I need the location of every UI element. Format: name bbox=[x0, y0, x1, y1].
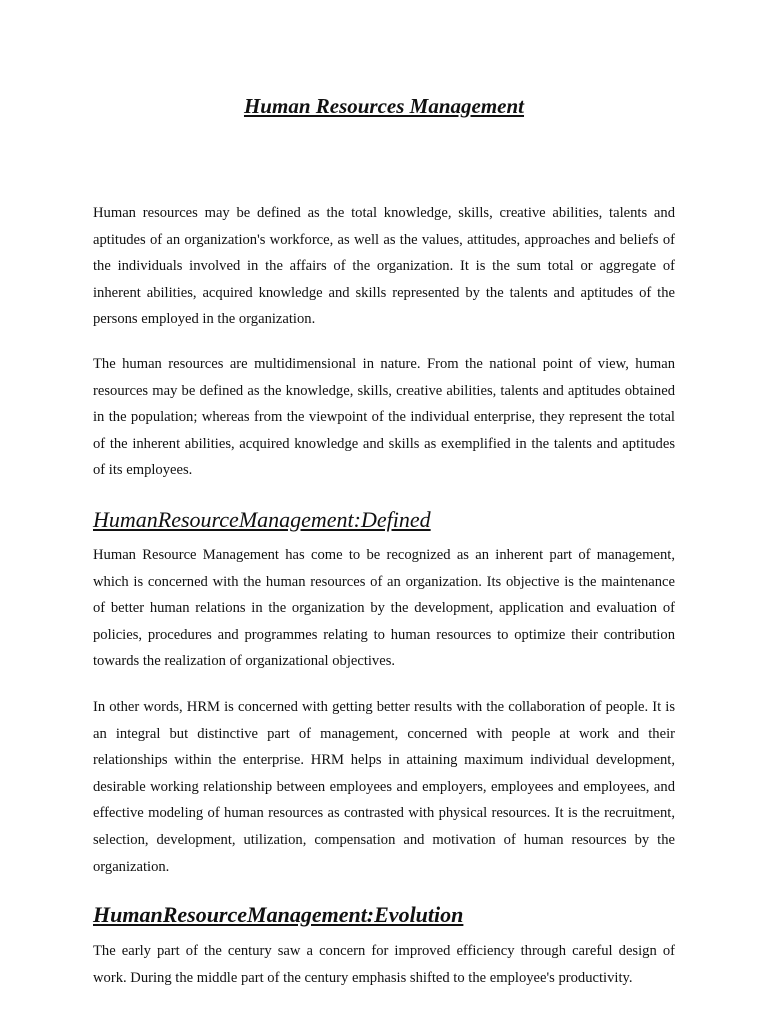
paragraph-hrm-defined: Human Resource Management has come to be recognized as an inherent part of management, which is concerned with the human resources of an organization. Its objective is the maintenance of better human relations in the organization by the development, application and evaluation of policies, procedures and programmes relating to human resources to optimize their contribution towards the realization of organizational objectives. bbox=[93, 547, 675, 670]
paragraph-human-resources-definition: Human resources may be defined as the total knowledge, skills, creative abilities, talents and aptitudes of an organization's workforce, as well as the values, attitudes, approaches and beliefs of the individuals involved in the affairs of the organization. It is the sum total or aggregate of inherent abilities, acquired knowledge and skills represented by the talents and aptitudes of the persons employed in the organization. bbox=[93, 205, 675, 328]
heading-hrm-evolution: HumanResourceManagement:Evolution bbox=[93, 902, 464, 927]
page-title: Human Resources Management bbox=[243, 94, 525, 118]
heading-hrm-defined: HumanResourceManagement:Defined bbox=[93, 507, 431, 532]
paragraph-hrm-evolution: The early part of the century saw a concern for improved efficiency through careful design of work. During the middle part of the century emphasis shifted to the employee's productivity. bbox=[93, 943, 675, 986]
paragraph-multidimensional: The human resources are multidimensional in nature. From the national point of view, human resources may be defined as the knowledge, skills, creative abilities, talents and aptitudes obtained in the population; whereas from the viewpoint of the individual enterprise, they represent the total of the inherent abilities, acquired knowledge and skills as exemplified in the talents and aptitudes of its employees. bbox=[93, 356, 675, 479]
paragraph-hrm-other-words: In other words, HRM is concerned with getting better results with the collaboration of people. It is an integral but distinctive part of management, concerned with people at work and their relationships within the enterprise. HRM helps in attaining maximum individual development, desirable working relationship between employees and employers, employees and employees, and effective modeling of human resources as contrasted with physical resources. It is the recruitment, selection, development, utilization, compensation and motivation of human resources by the organization. bbox=[93, 699, 675, 875]
